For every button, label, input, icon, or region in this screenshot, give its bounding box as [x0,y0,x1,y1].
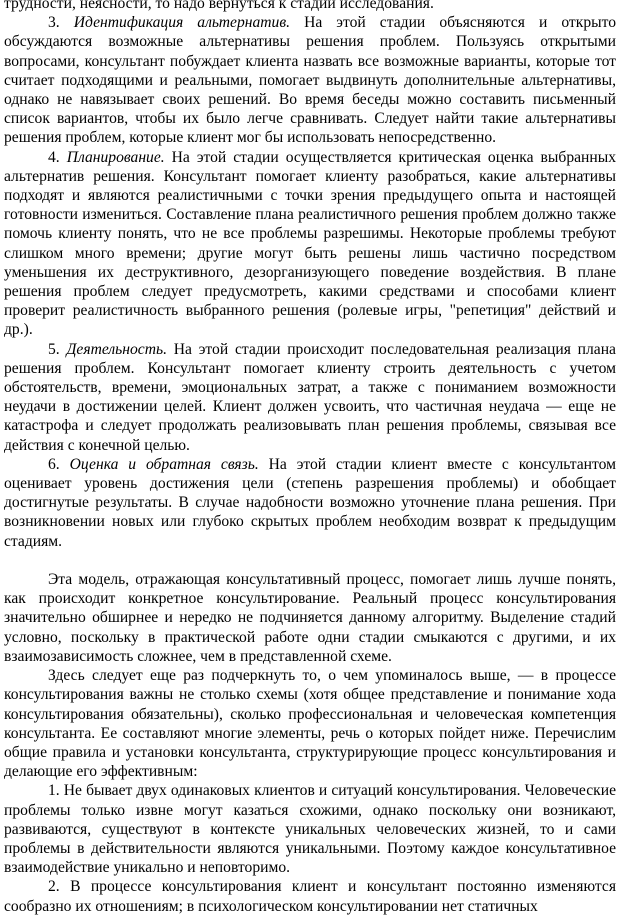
stage-3-text: На этой стадии объясняются и открыто обсуждаются возможные альтернативы решения проблем. Пользуясь открытыми вопросами, консультант побуждает клиента назвать все возможные варианты, которые тот считает подходящими и реальными, помогает выдвинуть дополнительные альтернативы, однако не навязывает своих решений. Во время беседы можно составить письменный список вариантов, чтобы их было легче сравнивать. Следует найти такие альтернативы решения проблем, которые клиент мог бы использовать непосредственно. [4,14,616,147]
stage-6-number: 6. [48,455,60,473]
stage-3-title: Идентификация альтернатив. [73,14,291,32]
paragraph-gap [4,551,616,570]
stage-6 [4,455,616,551]
stage-4-title: Планирование. [66,148,165,166]
document-page [4,0,616,916]
stage-3 [4,13,616,147]
paragraph-competence: Здесь следует еще раз подчеркнуть то, о чем упоминалось выше, — в процессе консультирования важны не столько схемы (хотя общее представление и понимание хода консультирования обязательны), сколько профессиональная и человеческая компетенция консультанта. Ее составляют многие элементы, речь о которых пойдет ниже. Перечислим общие правила и установки консультанта, структурирующие процесс консультирования и делающие его эффективным: [4,667,616,781]
paragraph-model: Эта модель, отражающая консультативный процесс, помогает лишь лучше понять, как происходит конкретное консультирование. Реальный процесс консультирования значительно обширнее и нередко не подчиняется данному алгоритму. Выделение стадий условно, поскольку в практической работе одни стадии смыкаются с другими, и их взаимозависимость сложнее, чем в представленной схеме. [4,571,616,665]
top-fragment: трудности, неясности, то надо вернуться к стадии исследования. [4,0,434,12]
stage-6-text: На этой стадии клиент вместе с консультантом оценивает уровень достижения цели (степень разрешения проблемы) и обобщает достигнутые результаты. В случае надобности возможно уточнение плана решения. При возникновении новых или глубоко скрытых проблем необходим возврат к предыдущим стадиям. [4,455,616,550]
stage-5-text: На этой стадии происходит последовательная реализация плана решения проблем. Консультант помогает клиенту строить деятельность с учетом обстоятельств, времени, эмоциональных затрат, а также с пониманием возможности неудачи в достижении целей. Клиент должен усвоить, что частичная неудача — еще не катастрофа и следует продолжать реализовывать план решения проблемы, связывая все действия с конечной целью. [4,340,616,454]
rule-2: 2. В процессе консультирования клиент и консультант постоянно изменяются сообразно их отношениям; в психологическом консультировании нет статичных [4,878,616,915]
stage-4-number: 4. [48,148,60,166]
stage-3-number: 3. [48,14,60,32]
stage-5-title: Деятельность. [66,340,167,358]
stage-4-text: На этой стадии осуществляется критическая оценка выбранных альтернатив решения. Консультант помогает клиенту разобраться, какие альтернативы подходят и являются реалистичными с точки зрения предыдущего опыта и настоящей готовности измениться. Составление плана реалистичного решения проблем должно также помочь клиенту понять, что не все проблемы разрешимы. Некоторые проблемы требуют слишком много времени; другие могут быть решены лишь частично посредством уменьшения их деструктивного, дезорганизующего поведение воздействия. В плане решения проблем следует предусмотреть, какими средствами и способами клиент проверит реалистичность выбранного решения (ролевые игры, "репетиция" действий и др.). [4,148,616,339]
stage-5 [4,340,616,455]
stage-4 [4,148,616,340]
stage-6-title: Оценка и обратная связь. [69,455,259,473]
stage-5-number: 5. [48,340,60,358]
rule-1: 1. Не бывает двух одинаковых клиентов и ситуаций консультирования. Человеческие проблемы только извне могут казаться схожими, однако поскольку они возникают, развиваются, существуют в контексте уникальных человеческих жизней, то и сами проблемы в действительности являются уникальными. Поэтому каждое консультативное взаимодействие уникально и неповторимо. [4,782,616,877]
